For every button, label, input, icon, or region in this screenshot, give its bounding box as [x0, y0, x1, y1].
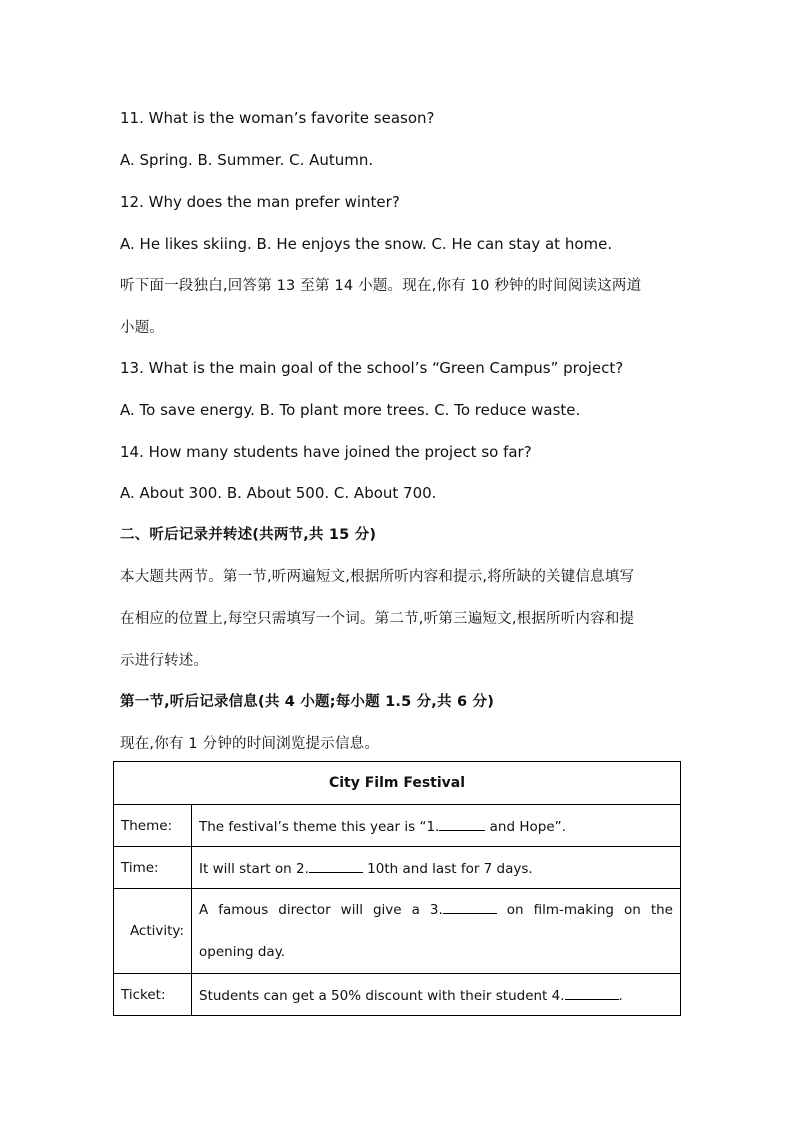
section-2-desc-line-2: 在相应的位置上,每空只需填写一个词。第二节,听第三遍短文,根据所听内容和提	[120, 611, 635, 627]
time-cell	[192, 847, 681, 889]
ticket-cell	[192, 974, 681, 1016]
part-1-heading: 第一节,听后记录信息(共 4 小题;每小题 1.5 分,共 6 分)	[120, 694, 495, 710]
theme-cell	[192, 805, 681, 847]
ticket-label: Ticket:	[114, 974, 192, 1016]
table-row-activity	[114, 889, 681, 974]
question-12: 12. Why does the man prefer winter?	[120, 193, 400, 211]
question-11-options: A. Spring. B. Summer. C. Autumn.	[120, 151, 374, 169]
question-13: 13. What is the main goal of the school’s “Green Campus” project?	[120, 359, 624, 377]
time-text-start: It will start on 2.	[199, 861, 309, 877]
question-13-options: A. To save energy. B. To plant more trees. C. To reduce waste.	[120, 401, 581, 419]
activity-cell	[192, 889, 681, 974]
theme-label: Theme:	[114, 805, 192, 847]
activity-text-start: A famous director will give a 3.	[199, 902, 443, 918]
section-2-desc-line-1: 本大题共两节。第一节,听两遍短文,根据所听内容和提示,将所缺的关键信息填写	[120, 569, 635, 585]
theme-text-start: The festival’s theme this year is “1.	[199, 819, 440, 835]
part-1-prompt: 现在,你有 1 分钟的时间浏览提示信息。	[120, 736, 380, 752]
section-2-desc-line-3: 示进行转述。	[120, 653, 209, 669]
question-14: 14. How many students have joined the project so far?	[120, 443, 532, 461]
blank-2[interactable]	[309, 858, 363, 873]
question-12-options: A. He likes skiing. B. He enjoys the snow. C. He can stay at home.	[120, 235, 613, 253]
monologue-intro-line-1: 听下面一段独白,回答第 13 至第 14 小题。现在,你有 10 秒钟的时间阅读这两道	[120, 278, 642, 294]
table-title: City Film Festival	[114, 762, 681, 805]
ticket-text-end: .	[618, 988, 623, 1004]
section-2-heading: 二、听后记录并转述(共两节,共 15 分)	[120, 527, 377, 543]
blank-3[interactable]	[443, 899, 497, 914]
blank-1[interactable]	[439, 816, 485, 831]
table-row-theme	[114, 805, 681, 847]
question-11: 11. What is the woman’s favorite season?	[120, 109, 435, 127]
table-row-ticket	[114, 974, 681, 1016]
time-label: Time:	[114, 847, 192, 889]
blank-4[interactable]	[565, 985, 619, 1000]
activity-label: Activity:	[114, 889, 192, 974]
theme-text-end: and Hope”.	[485, 819, 566, 835]
time-text-end: 10th and last for 7 days.	[362, 861, 533, 877]
monologue-intro-line-2: 小题。	[120, 320, 165, 336]
question-14-options: A. About 300. B. About 500. C. About 700.	[120, 484, 437, 502]
table-row-time	[114, 847, 681, 889]
ticket-text-start: Students can get a 50% discount with their student 4.	[199, 988, 565, 1004]
activity-text-end: on film-making on the opening day.	[199, 902, 673, 960]
film-festival-table	[113, 761, 681, 1016]
